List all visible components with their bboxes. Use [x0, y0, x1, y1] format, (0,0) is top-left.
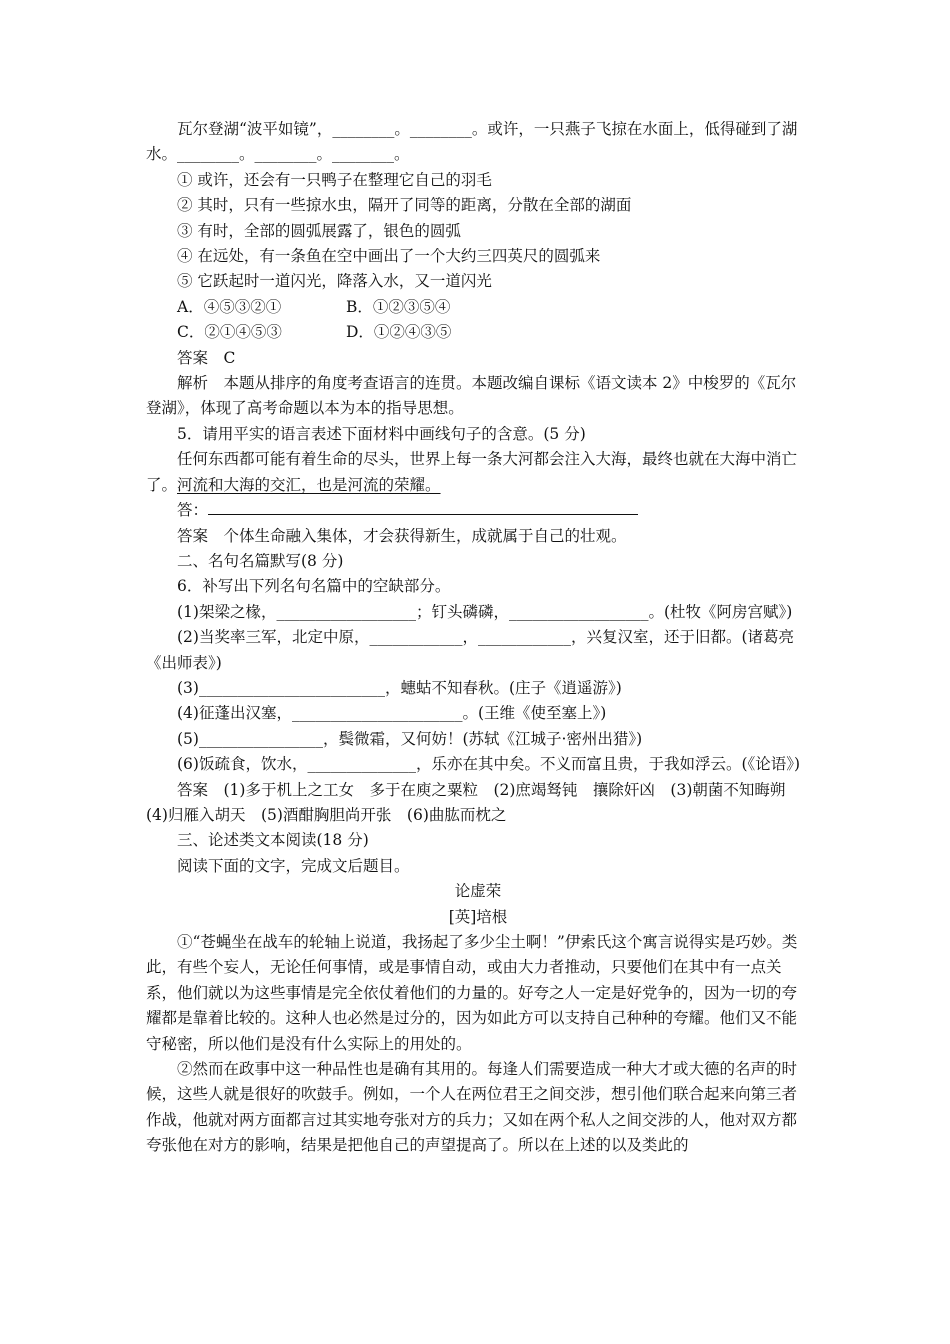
choice-d: D．①②④③⑤ [346, 323, 452, 342]
q6-item-5: (5)________________，鬓微霜，又何妨！(苏轼《江城子·密州出猎》) [177, 729, 643, 748]
blank-answer-line [208, 500, 638, 515]
q4-option-4: ④ 在远处，有一条鱼在空中画出了一个大约三四英尺的圆弧来 [177, 247, 601, 266]
essay-paragraph-1: ①“苍蝇坐在战车的轮轴上说道，我扬起了多少尘土啊！”伊索氏这个寓言说得实是巧妙。类此，有些个妄人，无论任何事情，或是事情自动，或由大力者推动，只要他们在其中有一点关系，他们就以为这些事情是完全依仗着他们的力量的。好夸之人一定是好党争的，因为一切的夸耀都是靠着比较的。这种人也必然是过分的，因为如此方可以支持自己种种的夸耀。他们又不能守秘密，所以他们是没有什么实际上的用处的。 [146, 933, 798, 1053]
q6-item-1: (1)架梁之椽，__________________；钉头磷磷，__________________。(杜牧《阿房宫赋》) [177, 602, 793, 621]
choice-b: B．①②③⑤④ [346, 297, 451, 316]
q5-stem: 5．请用平实的语言表述下面材料中画线句子的含意。(5 分) [177, 424, 586, 443]
q5-material [146, 447, 810, 498]
q4-choices-row-1 [146, 295, 810, 320]
q4-stem: 瓦尔登湖“波平如镜”，________。________。或许，一只燕子飞掠在水面上，低得碰到了湖水。________。________。________。 [146, 120, 798, 164]
q6-item-4: (4)征蓬出汉塞，______________________。(王维《使至塞上》) [177, 704, 607, 723]
essay-author: [英]培根 [448, 907, 508, 926]
essay-title: 论虚荣 [454, 882, 502, 901]
q6-answer: 答案 (1)多于机上之工女 多于在庾之粟粒 (2)庶竭驽钝 攘除奸凶 (3)朝菌不知晦朔 (4)归雁入胡天 (5)酒酣胸胆尚开张 (6)曲肱而枕之 [146, 780, 801, 824]
q4-option-5: ⑤ 它跃起时一道闪光，降落入水，又一道闪光 [177, 272, 492, 291]
q5-answer-prompt: 答： [177, 501, 209, 520]
q6-item-3: (3)________________________，蟪蛄不知春秋。(庄子《逍遥游》) [177, 678, 622, 697]
choice-a: A．④⑤③②① [177, 297, 282, 316]
document-page [146, 117, 810, 1159]
section3-heading: 三、论述类文本阅读(18 分) [177, 831, 369, 850]
q4-option-1: ① 或许，还会有一只鸭子在整理它自己的羽毛 [177, 170, 492, 189]
q4-choices-row-2 [146, 320, 810, 345]
q5-underlined-sentence: 河流和大海的交汇，也是河流的荣耀。 [177, 475, 441, 494]
section3-instruction: 阅读下面的文字，完成文后题目。 [177, 856, 410, 875]
choice-c: C．②①④⑤③ [177, 323, 282, 342]
q6-item-2: (2)当奖率三军，北定中原，____________，____________，兴复汉室，还于旧都。(诸葛亮《出师表》) [146, 628, 795, 672]
q6-item-6: (6)饭疏食，饮水，______________，乐亦在其中矣。不义而富且贵，于我如浮云。(《论语》) [177, 755, 801, 774]
section2-heading: 二、名句名篇默写(8 分) [177, 551, 344, 570]
q4-analysis: 解析 本题从排序的角度考查语言的连贯。本题改编自课标《语文读本 2》中梭罗的《瓦尔登湖》，体现了高考命题以本为本的指导思想。 [146, 374, 797, 418]
q4-option-3: ③ 有时，全部的圆弧展露了，银色的圆弧 [177, 221, 461, 240]
q6-stem: 6．补写出下列名句名篇中的空缺部分。 [177, 577, 451, 596]
q5-answer: 答案 个体生命融入集体，才会获得新生，成就属于自己的壮观。 [177, 526, 627, 545]
q5-material-text: 任何东西都可能有着生命的尽头，世界上每一条大河都会注入大海，最终也就在大海中消亡了。 [146, 450, 798, 494]
q4-option-2: ② 其时，只有一些掠水虫，隔开了同等的距离，分散在全部的湖面 [177, 196, 632, 215]
q5-answer-line [146, 498, 810, 523]
q4-answer: 答案 C [177, 348, 236, 367]
essay-paragraph-2: ②然而在政事中这一种品性也是确有其用的。每逢人们需要造成一种大才或大德的名声的时候，这些人就是很好的吹鼓手。例如，一个人在两位君王之间交涉，想引他们联合起来向第三者作战，他就对两方面都言过其实地夸张对方的兵力；又如在两个私人之间交涉的人，他对双方都夸张他在对方的影响，结果是把他自己的声望提高了。所以在上述的以及类此的 [146, 1060, 798, 1155]
